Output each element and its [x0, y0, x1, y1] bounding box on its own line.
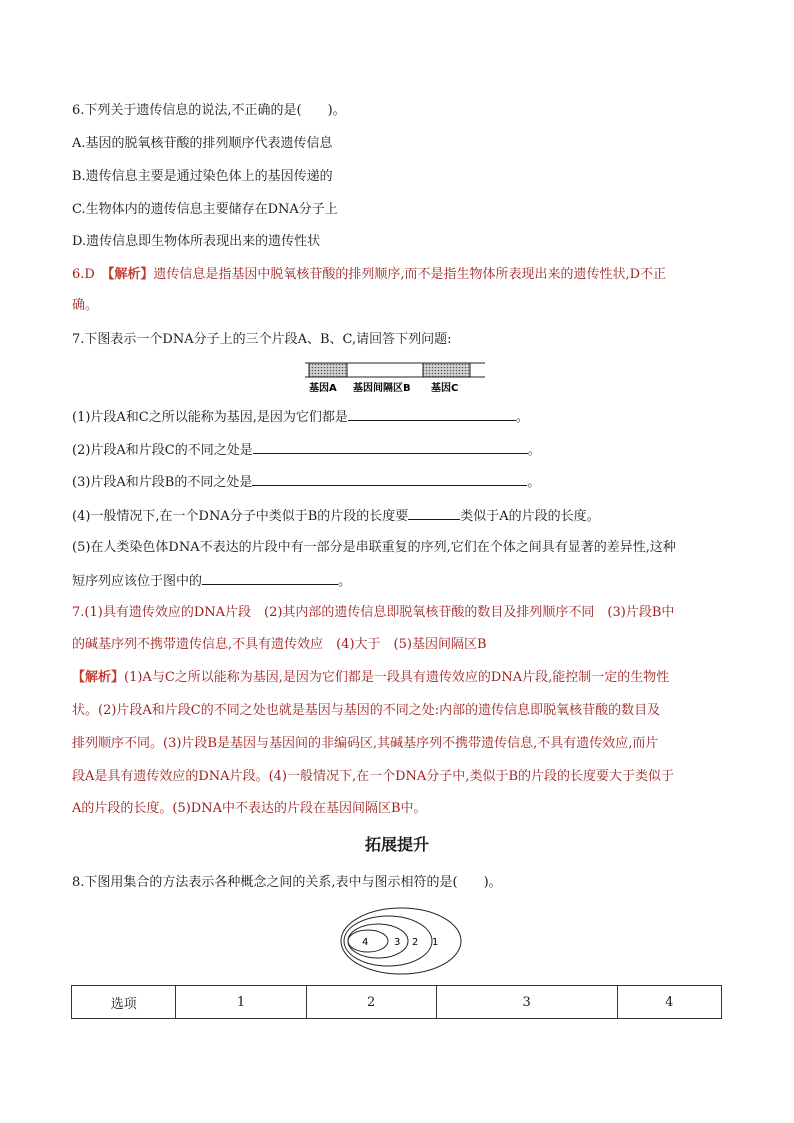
- q7-sub4: [72, 506, 600, 526]
- q7-sub3-text: (3)片段A和片段B的不同之处是: [72, 475, 253, 490]
- q6-option-c: C.生物体内的遗传信息主要储存在DNA分子上: [72, 202, 338, 217]
- q8-stem: 8.下图用集合的方法表示各种概念之间的关系,表中与图示相符的是( )。: [72, 875, 502, 890]
- q7-stem: 7.下图表示一个DNA分子上的三个片段A、B、C,请回答下列问题:: [72, 332, 452, 347]
- q7-sub5-blank[interactable]: [202, 571, 338, 585]
- q7-sub3: [72, 472, 540, 492]
- q7-analysis-line2: 状。(2)片段A和片段C的不同之处也就是基因与基因的不同之处:内部的遗传信息即脱氧核苷酸的数目及: [72, 703, 661, 718]
- q7-answer-line2: 的碱基序列不携带遗传信息,不具有遗传效应 (4)大于 (5)基因间隔区B: [72, 637, 487, 652]
- q7-analysis-line3: 排列顺序不同。(3)片段B是基因与基因间的非编码区,其碱基序列不携带遗传信息,不具有遗传效应,而片: [72, 736, 659, 751]
- q7-analysis-line5: A的片段的长度。(5)DNA中不表达的片段在基因间隔区B中。: [72, 801, 427, 816]
- q6-option-d: D.遗传信息即生物体所表现出来的遗传性状: [72, 234, 321, 249]
- q7-sub2: [72, 440, 541, 460]
- q7-sub5-period: 。: [338, 574, 352, 589]
- venn-label-1: 1: [432, 937, 439, 948]
- q7-analysis-line4: 段A是具有遗传效应的DNA片段。(4)一般情况下,在一个DNA分子中,类似于B的片段的长度要大于类似于: [72, 769, 674, 784]
- table-row: [72, 986, 722, 1019]
- q7-sub3-period: 。: [527, 475, 541, 490]
- q7-sub1-blank[interactable]: [348, 407, 516, 421]
- q6-answer: 6.D: [72, 267, 95, 282]
- q6-analysis-tag: 【解析】: [107, 267, 154, 282]
- table-header-cell: 3: [436, 986, 617, 1019]
- q7-analysis-line1: [72, 669, 669, 687]
- q6-option-b: B.遗传信息主要是通过染色体上的基因传递的: [72, 169, 333, 184]
- q7-sub5-line1: (5)在人类染色体DNA不表达的片段中有一部分是串联重复的序列,它们在个体之间具有显著的差异性,这种: [72, 540, 676, 555]
- q6-answer-analysis: [72, 266, 666, 284]
- q7-sub1-text: (1)片段A和C之所以能称为基因,是因为它们都是: [72, 410, 348, 425]
- table-header-cell: 选项: [72, 986, 176, 1019]
- q7-analysis-tag: 【解析】: [72, 670, 125, 685]
- q7-sub2-blank[interactable]: [253, 440, 528, 454]
- q7-sub2-period: 。: [527, 443, 541, 458]
- table-header-cell: 1: [176, 986, 306, 1019]
- q7-sub4-text-b: 类似于A的片段的长度。: [460, 509, 600, 524]
- venn-label-2: 2: [412, 937, 419, 948]
- q6-stem: 6.下列关于遗传信息的说法,不正确的是( )。: [72, 103, 346, 118]
- gene-a-block: [309, 363, 347, 377]
- q7-sub3-blank[interactable]: [252, 472, 527, 486]
- venn-nested-diagram: [336, 904, 466, 978]
- q8-options-table: [71, 985, 722, 1019]
- venn-label-4: 4: [362, 937, 369, 948]
- q6-analysis-line2: 确。: [72, 298, 99, 313]
- label-spacer-b: 基因间隔区B: [353, 383, 411, 394]
- label-gene-c: 基因C: [431, 383, 459, 394]
- venn-label-3: 3: [394, 937, 401, 948]
- q6-analysis-line1: 遗传信息是指基因中脱氧核苷酸的排列顺序,而不是指生物体所表现出来的遗传性状,D不正: [153, 267, 667, 282]
- q7-sub5-text: 短序列应该位于图中的: [72, 574, 203, 589]
- section-title: 拓展提升: [364, 835, 429, 854]
- q7-sub2-text: (2)片段A和片段C的不同之处是: [72, 443, 253, 458]
- q7-sub1: [72, 407, 529, 427]
- q7-sub4-text-a: (4)一般情况下,在一个DNA分子中类似于B的片段的长度要: [72, 509, 409, 524]
- q7-sub5-line2: [72, 571, 351, 591]
- set-1-ellipse: [341, 908, 461, 974]
- q7-sub4-blank[interactable]: [408, 506, 460, 520]
- q6-option-a: A.基因的脱氧核苷酸的排列顺序代表遗传信息: [72, 136, 333, 151]
- gene-c-block: [423, 363, 470, 377]
- table-header-cell: 2: [306, 986, 436, 1019]
- label-gene-a: 基因A: [309, 383, 337, 394]
- dna-segment-diagram: [305, 357, 490, 397]
- q7-answer-line1: 7.(1)具有遗传效应的DNA片段 (2)其内部的遗传信息即脱氧核苷酸的数目及排列顺序不同 (3)片段B中: [72, 605, 675, 620]
- q7-analysis-text1: (1)A与C之所以能称为基因,是因为它们都是一段具有遗传效应的DNA片段,能控制一定的生物性: [124, 670, 670, 685]
- table-header-cell: 4: [617, 986, 721, 1019]
- q7-sub1-period: 。: [515, 410, 529, 425]
